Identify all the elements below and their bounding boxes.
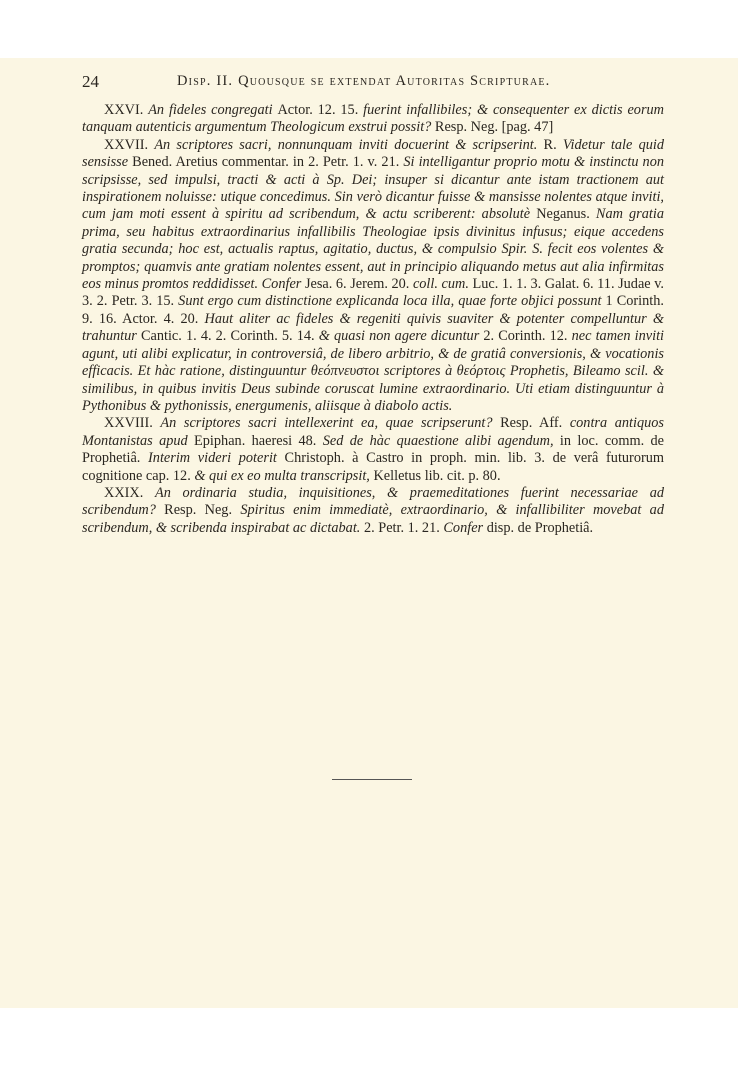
text-run: coll. cum. [412, 276, 473, 293]
end-rule [332, 779, 412, 780]
text-run: Resp. Neg. [164, 502, 241, 519]
paragraph-xxviii [82, 415, 664, 485]
page-body [82, 102, 664, 537]
text-run: An scriptores sacri intellexerint ea, quae scripserunt? [160, 415, 501, 432]
text-run: Resp. Neg. [pag. 47] [434, 119, 554, 136]
text-run: Christoph. à Castro in proph. min. lib. 3. de verâ futurorum cognitione cap. 12. [82, 450, 665, 484]
text-run: Haut aliter ac fideles & regeniti quivis suaviter & potenter compelluntur & trahuntur [82, 310, 664, 345]
running-title: Disp. II. Quousque se extendat Autoritas Scripturae. [177, 73, 551, 89]
text-run: XXVII. [104, 136, 155, 153]
text-run: Jesa. 6. Jerem. 20. [304, 276, 413, 293]
paragraph-xxix [82, 485, 664, 537]
page-header [82, 72, 662, 92]
text-run: disp. de Prophetiâ. [486, 519, 594, 536]
text-run: 2. Petr. 1. 21. [363, 519, 444, 536]
text-run: nec tamen inviti agunt, uti alibi explicatur, in controversiâ, de libero arbitrio, & de gratiâ conversionis, & vocationis efficacis. Et hàc ratione, distinguuntur θεόπνευστοι scriptores à θεόρτοις Prophetis, Bileamo scil. & similibus, in quibus invitis Deus subinde coruscat lumine extraordinario. Uti etiam distinguuntur à Pythonibus & pythonissis, energumenis, aliisque à diabolo actis. [82, 328, 665, 414]
text-run: An fideles congregati [148, 102, 278, 118]
text-run: Videtur tale quid sensisse [82, 136, 665, 171]
text-run: Cantic. 1. 4. 2. Corinth. 5. 14. [140, 328, 319, 345]
text-run: contra antiquos Montanistas apud [82, 415, 664, 449]
text-run: Sed de hàc quaestione alibi agendum, [322, 432, 560, 449]
text-run: R. [543, 136, 563, 153]
page-number: 24 [82, 72, 99, 91]
text-run: Sunt ergo cum distinctione explicanda loca illa, quae forte objici possunt [178, 293, 606, 310]
text-run: 1 Corinth. 9. 16. Actor. 4. 20. [82, 293, 664, 327]
text-run: Resp. Aff. [500, 415, 570, 432]
text-run: Bened. Aretius commentar. in 2. Petr. 1. v. 21. [132, 154, 404, 171]
text-run: Kelletus lib. cit. p. 80. [373, 467, 501, 484]
book-page [0, 58, 738, 1008]
text-run: XXVI. [104, 102, 149, 118]
text-run: Actor. 12. 15. [277, 102, 364, 118]
text-run: An scriptores sacri, nonnunquam inviti docuerint & scripserint. [154, 136, 544, 153]
text-run: 2. Corinth. 12. [483, 328, 572, 345]
text-run: Neganus. [536, 206, 596, 223]
text-run: & quasi non agere dicuntur [318, 328, 484, 345]
text-run: An ordinaria studia, inquisitiones, & praemeditationes fuerint necessariae ad scribendum? [82, 484, 664, 519]
text-run: Spiritus enim immediatè, extraordinario, & infallibiliter movebat ad scribendum, & scribenda inspirabat ac dictabat. [82, 502, 664, 536]
text-run: Luc. 1. 1. 3. Galat. 6. 11. Judae v. 3. 2. Petr. 3. 15. [82, 276, 665, 310]
text-run: XXIX. [104, 484, 155, 501]
text-run: fuerint infallibiles; & consequenter ex dictis eorum tanquam autenticis argumentum Theologicum exstrui possit? [82, 102, 664, 136]
text-run: Si intelligantur proprio motu & instinctu non scripsisse, sed impulsi, tracti & acti à Sp. Dei; insuper si dicantur ante istam tractionem aut inspirationem noluisse: utique concedimus. Sin verò dicantur fuisse & mansisse nolentes atque inviti, cum jam moti essent à spiritu ad scribendum, & actu scriberent: absolutè [82, 154, 664, 223]
paragraph-xxvi [82, 102, 664, 137]
paragraph-xxvii [82, 137, 664, 416]
text-run: Epiphan. haeresi 48. [194, 432, 323, 449]
text-run: XXVIII. [104, 415, 161, 432]
text-run: Interim videri poterit [148, 450, 285, 467]
text-run: Nam gratia prima, seu habitus extraordinarius infallibilis Theologiae ipsis divinitus infusus; eique accedens gratia secunda; hoc est, actualis raptus, agitatio, ductus, & compulsio Spir. S. fecit eos volentes & promptos; quamvis ante gratiam nolentes essent, aut in principio aliquando metus aut alia infirmitas eos minus promtos reddidisset. Confer [82, 206, 664, 293]
text-run: & qui ex eo multa transcripsit, [194, 467, 374, 484]
text-run: Confer [443, 519, 487, 536]
text-run: in loc. comm. de Prophetiâ. [82, 432, 665, 467]
